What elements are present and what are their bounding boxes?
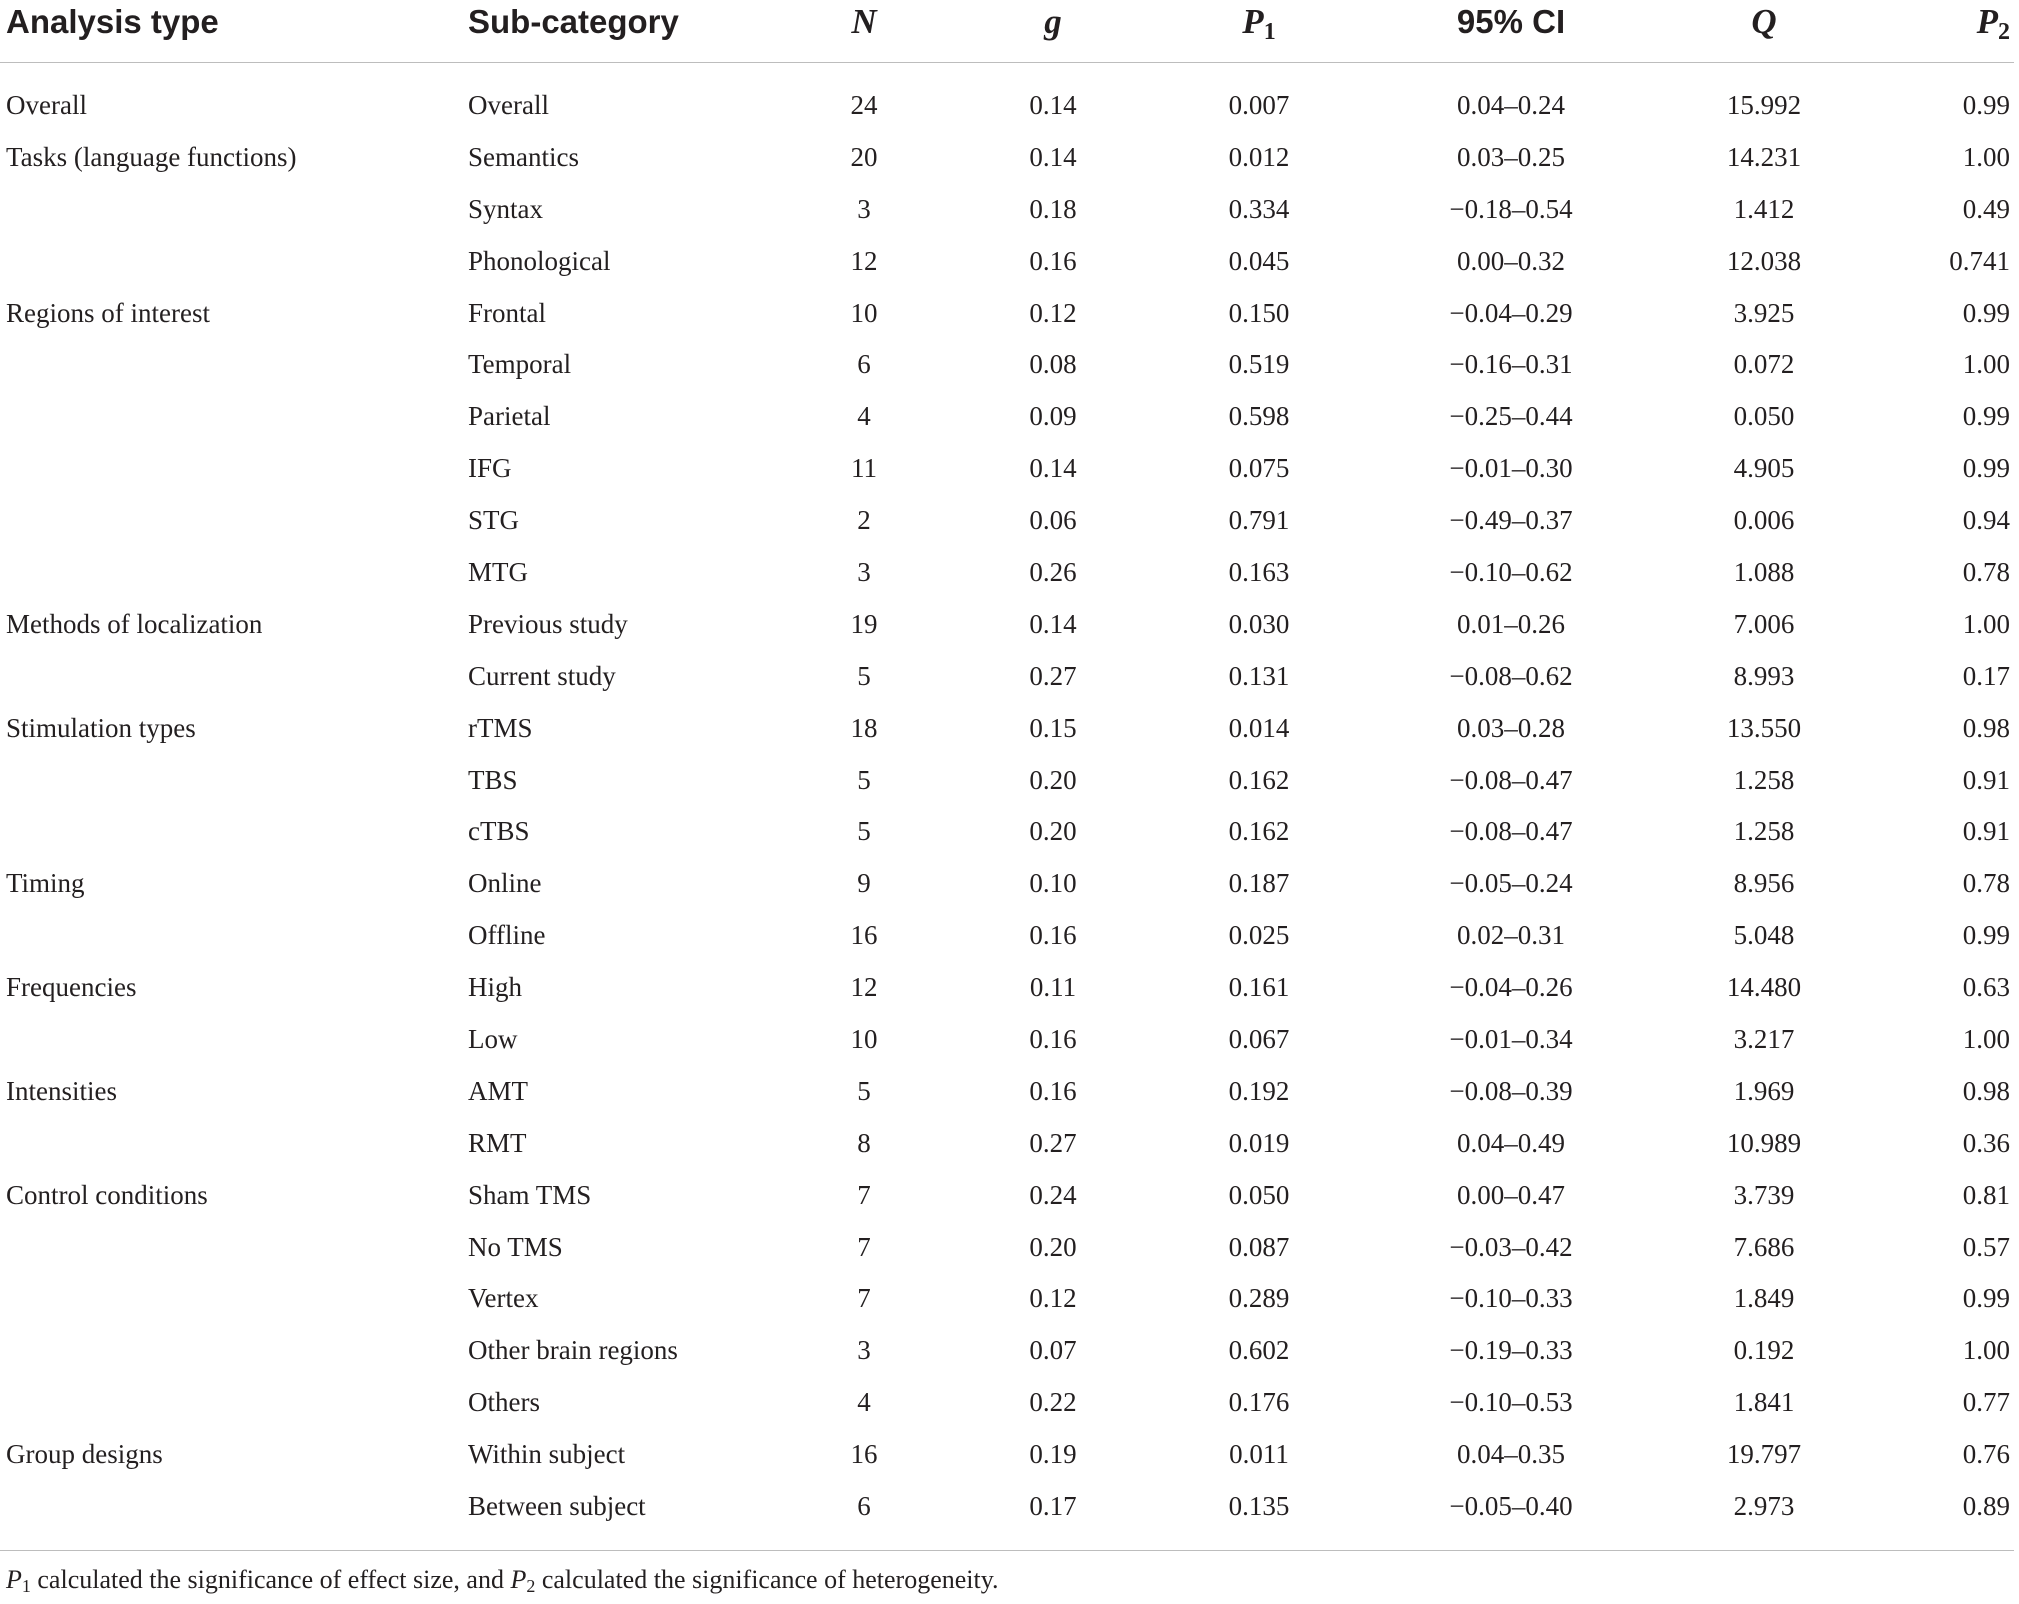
cell-g: 0.11 — [1029, 972, 1077, 1003]
cell-p1: 0.162 — [1228, 764, 1290, 795]
cell-sub-category: MTG — [468, 557, 528, 588]
cell-95-ci: −0.05–0.40 — [1449, 1491, 1573, 1522]
cell-sub-category: Sham TMS — [468, 1179, 592, 1210]
cell-n: 24 — [850, 90, 878, 120]
cell-p1: 0.135 — [1228, 1491, 1290, 1522]
cell-sub-category: Frontal — [468, 297, 546, 328]
cell-n: 20 — [850, 141, 878, 172]
footnote-p2-symbol: P — [510, 1565, 527, 1594]
cell-q: 3.739 — [1733, 1179, 1795, 1210]
table-row — [0, 708, 2014, 760]
cell-q: 13.550 — [1726, 712, 1802, 743]
cell-q: 4.905 — [1733, 453, 1795, 484]
cell-n: 10 — [850, 297, 878, 328]
table-row — [0, 1123, 2014, 1175]
footnote-p1-subscript: 1 — [21, 1576, 31, 1596]
cell-g: 0.26 — [1029, 557, 1077, 588]
cell-95-ci: −0.08–0.62 — [1449, 660, 1573, 691]
cell-g: 0.09 — [1029, 401, 1077, 432]
cell-95-ci: 0.04–0.49 — [1457, 1127, 1565, 1158]
cell-p1: 0.163 — [1228, 557, 1290, 588]
table-row — [0, 293, 2014, 345]
cell-g: 0.10 — [1029, 868, 1077, 899]
cell-n: 6 — [857, 349, 871, 380]
cell-sub-category: Online — [468, 868, 542, 899]
cell-q: 0.006 — [1733, 505, 1795, 536]
cell-p1: 0.162 — [1228, 816, 1290, 847]
cell-n: 5 — [857, 1075, 871, 1106]
cell-95-ci: −0.49–0.37 — [1449, 505, 1573, 536]
cell-q: 0.192 — [1733, 1335, 1795, 1366]
cell-n: 12 — [850, 245, 878, 276]
cell-sub-category: Between subject — [468, 1491, 646, 1522]
cell-p1: 0.187 — [1228, 868, 1290, 899]
cell-sub-category: Parietal — [468, 401, 551, 432]
table-row — [0, 1382, 2014, 1434]
cell-q: 14.480 — [1726, 972, 1802, 1003]
table-row — [0, 241, 2014, 293]
cell-95-ci: 0.00–0.47 — [1457, 1179, 1565, 1210]
cell-95-ci: −0.04–0.29 — [1449, 297, 1573, 328]
cell-95-ci: 0.00–0.32 — [1457, 245, 1565, 276]
cell-n: 19 — [850, 608, 878, 639]
cell-n: 2 — [857, 505, 871, 536]
cell-p1: 0.014 — [1228, 712, 1290, 743]
cell-p2: 0.99 — [1962, 1283, 2010, 1314]
cell-q: 0.072 — [1733, 349, 1795, 380]
cell-95-ci: 0.01–0.26 — [1457, 608, 1565, 639]
cell-g: 0.16 — [1029, 1075, 1077, 1106]
cell-p1: 0.150 — [1228, 297, 1290, 328]
cell-sub-category: AMT — [468, 1075, 528, 1106]
table-row — [0, 85, 2014, 137]
cell-95-ci: −0.04–0.26 — [1449, 972, 1573, 1003]
cell-n: 16 — [850, 1439, 878, 1470]
table-row — [0, 967, 2014, 1019]
cell-sub-category: Offline — [468, 920, 546, 951]
cell-p2: 0.78 — [1962, 557, 2010, 588]
cell-q: 0.050 — [1733, 401, 1795, 432]
cell-95-ci: −0.05–0.24 — [1449, 868, 1573, 899]
cell-p1: 0.019 — [1228, 1127, 1290, 1158]
cell-p2: 0.81 — [1962, 1179, 2010, 1210]
cell-sub-category: High — [468, 972, 522, 1003]
cell-p1: 0.050 — [1228, 1179, 1290, 1210]
cell-n: 5 — [857, 764, 871, 795]
cell-q: 7.686 — [1733, 1231, 1795, 1262]
cell-p2: 0.63 — [1962, 972, 2010, 1003]
cell-p1: 0.519 — [1228, 349, 1290, 380]
cell-p2: 0.91 — [1962, 816, 2010, 847]
cell-95-ci: 0.03–0.28 — [1457, 712, 1565, 743]
table-row — [0, 396, 2014, 448]
cell-p1: 0.176 — [1228, 1387, 1290, 1418]
cell-95-ci: −0.10–0.33 — [1449, 1283, 1573, 1314]
cell-q: 14.231 — [1726, 141, 1802, 172]
table-row — [0, 552, 2014, 604]
cell-n: 8 — [857, 1127, 871, 1158]
table-row — [0, 1019, 2014, 1071]
cell-sub-category: No TMS — [468, 1231, 563, 1262]
cell-95-ci: −0.08–0.39 — [1449, 1075, 1573, 1106]
cell-sub-category: Temporal — [468, 349, 572, 380]
cell-95-ci: 0.04–0.24 — [1457, 90, 1565, 120]
cell-g: 0.20 — [1029, 764, 1077, 795]
cell-p2: 0.77 — [1962, 1387, 2010, 1418]
cell-g: 0.16 — [1029, 1024, 1077, 1055]
cell-p2: 0.49 — [1962, 193, 2010, 224]
cell-p2: 0.94 — [1962, 505, 2010, 536]
cell-p1: 0.012 — [1228, 141, 1290, 172]
cell-analysis-type: Stimulation types — [6, 712, 196, 743]
table-row — [0, 137, 2014, 189]
cell-analysis-type: Tasks (language functions) — [6, 141, 297, 172]
cell-n: 16 — [850, 920, 878, 951]
cell-q: 12.038 — [1726, 245, 1802, 276]
cell-q: 1.969 — [1733, 1075, 1795, 1106]
cell-analysis-type: Control conditions — [6, 1179, 208, 1210]
cell-p2: 0.78 — [1962, 868, 2010, 899]
cell-p1: 0.131 — [1228, 660, 1290, 691]
cell-95-ci: −0.03–0.42 — [1449, 1231, 1573, 1262]
cell-p1: 0.602 — [1228, 1335, 1290, 1366]
header-p1-subscript: 1 — [1263, 19, 1276, 45]
cell-95-ci: −0.08–0.47 — [1449, 816, 1573, 847]
cell-sub-category: Vertex — [468, 1283, 539, 1314]
header-n: N — [851, 2, 877, 41]
cell-sub-category: RMT — [468, 1127, 527, 1158]
cell-n: 3 — [857, 1335, 871, 1366]
cell-sub-category: Phonological — [468, 245, 611, 276]
cell-q: 2.973 — [1733, 1491, 1795, 1522]
cell-n: 7 — [857, 1179, 871, 1210]
cell-n: 9 — [857, 868, 871, 899]
cell-g: 0.20 — [1029, 1231, 1077, 1262]
cell-n: 3 — [857, 193, 871, 224]
cell-p2: 0.99 — [1962, 401, 2010, 432]
table-footnote — [6, 1562, 999, 1604]
cell-g: 0.12 — [1029, 1283, 1077, 1314]
cell-n: 5 — [857, 816, 871, 847]
table-header — [0, 0, 2014, 63]
cell-p1: 0.011 — [1229, 1439, 1289, 1470]
cell-95-ci: 0.04–0.35 — [1457, 1439, 1565, 1470]
cell-n: 3 — [857, 557, 871, 588]
table-row — [0, 760, 2014, 812]
cell-q: 8.993 — [1733, 660, 1795, 691]
cell-g: 0.16 — [1029, 245, 1077, 276]
cell-analysis-type: Group designs — [6, 1439, 163, 1470]
cell-q: 1.258 — [1733, 816, 1795, 847]
cell-n: 11 — [851, 453, 877, 484]
cell-95-ci: −0.25–0.44 — [1449, 401, 1573, 432]
table-row — [0, 1330, 2014, 1382]
cell-q: 3.925 — [1733, 297, 1795, 328]
cell-p1: 0.007 — [1228, 90, 1290, 120]
cell-q: 19.797 — [1726, 1439, 1802, 1470]
cell-g: 0.06 — [1029, 505, 1077, 536]
cell-sub-category: Current study — [468, 660, 616, 691]
cell-sub-category: Syntax — [468, 193, 544, 224]
cell-g: 0.27 — [1029, 660, 1077, 691]
cell-g: 0.15 — [1029, 712, 1077, 743]
cell-95-ci: 0.02–0.31 — [1457, 920, 1565, 951]
cell-sub-category: STG — [468, 505, 520, 536]
cell-p2: 1.00 — [1962, 141, 2010, 172]
table-row — [0, 1071, 2014, 1123]
cell-95-ci: −0.01–0.34 — [1449, 1024, 1573, 1055]
cell-n: 6 — [857, 1491, 871, 1522]
cell-sub-category: Low — [468, 1024, 518, 1055]
table-row — [0, 189, 2014, 241]
cell-q: 1.849 — [1733, 1283, 1795, 1314]
cell-analysis-type: Regions of interest — [6, 297, 210, 328]
cell-q: 1.412 — [1733, 193, 1795, 224]
cell-g: 0.07 — [1029, 1335, 1077, 1366]
cell-q: 7.006 — [1733, 608, 1795, 639]
table-body — [0, 63, 2014, 1538]
cell-95-ci: −0.16–0.31 — [1449, 349, 1573, 380]
table-row — [0, 500, 2014, 552]
cell-n: 12 — [850, 972, 878, 1003]
cell-95-ci: −0.18–0.54 — [1449, 193, 1573, 224]
cell-sub-category: Semantics — [468, 141, 579, 172]
cell-p1: 0.030 — [1228, 608, 1290, 639]
cell-q: 1.258 — [1733, 764, 1795, 795]
table-row — [0, 604, 2014, 656]
cell-n: 4 — [857, 401, 871, 432]
cell-p2: 0.36 — [1962, 1127, 2010, 1158]
cell-g: 0.14 — [1029, 608, 1077, 639]
cell-p2: 1.00 — [1962, 1024, 2010, 1055]
cell-q: 3.217 — [1733, 1024, 1795, 1055]
cell-n: 7 — [857, 1283, 871, 1314]
table-row — [0, 1278, 2014, 1330]
header-q: Q — [1751, 2, 1777, 41]
table-row — [0, 1227, 2014, 1279]
cell-p2: 1.00 — [1962, 1335, 2010, 1366]
cell-sub-category: Previous study — [468, 608, 628, 639]
footnote-p2-subscript: 2 — [526, 1576, 536, 1596]
cell-analysis-type: Methods of localization — [6, 608, 263, 639]
cell-g: 0.14 — [1029, 141, 1077, 172]
cell-g: 0.08 — [1029, 349, 1077, 380]
cell-p2: 0.99 — [1962, 297, 2010, 328]
cell-p1: 0.087 — [1228, 1231, 1290, 1262]
cell-q: 15.992 — [1726, 90, 1802, 120]
table-row — [0, 344, 2014, 396]
cell-g: 0.27 — [1029, 1127, 1077, 1158]
table-row — [0, 448, 2014, 500]
cell-sub-category: Others — [468, 1387, 540, 1418]
cell-p2: 0.98 — [1962, 712, 2010, 743]
cell-g: 0.19 — [1029, 1439, 1077, 1470]
cell-p1: 0.067 — [1228, 1024, 1290, 1055]
cell-g: 0.20 — [1029, 816, 1077, 847]
table-row — [0, 811, 2014, 863]
cell-q: 5.048 — [1733, 920, 1795, 951]
cell-g: 0.12 — [1029, 297, 1077, 328]
cell-sub-category: Overall — [468, 90, 549, 120]
cell-analysis-type: Overall — [6, 90, 87, 120]
cell-95-ci: −0.10–0.53 — [1449, 1387, 1573, 1418]
cell-95-ci: −0.10–0.62 — [1449, 557, 1573, 588]
cell-g: 0.24 — [1029, 1179, 1077, 1210]
cell-sub-category: TBS — [468, 764, 518, 795]
cell-p1: 0.791 — [1228, 505, 1290, 536]
footnote-text-part1: calculated the significance of effect size, and — [30, 1565, 511, 1594]
cell-p2: 0.89 — [1962, 1491, 2010, 1522]
header-p1-symbol: P — [1242, 2, 1264, 41]
cell-sub-category: rTMS — [468, 712, 533, 743]
cell-g: 0.14 — [1029, 90, 1077, 120]
cell-g: 0.22 — [1029, 1387, 1077, 1418]
table-row — [0, 1434, 2014, 1486]
cell-g: 0.17 — [1029, 1491, 1077, 1522]
cell-analysis-type: Intensities — [6, 1075, 117, 1106]
cell-g: 0.16 — [1029, 920, 1077, 951]
header-p1 — [1242, 0, 1275, 54]
cell-g: 0.14 — [1029, 453, 1077, 484]
cell-p1: 0.192 — [1228, 1075, 1290, 1106]
cell-q: 1.088 — [1733, 557, 1795, 588]
cell-p2: 1.00 — [1962, 608, 2010, 639]
cell-p2: 0.99 — [1962, 453, 2010, 484]
cell-n: 4 — [857, 1387, 871, 1418]
cell-n: 7 — [857, 1231, 871, 1262]
cell-95-ci: 0.03–0.25 — [1457, 141, 1565, 172]
header-p2-subscript: 2 — [1998, 19, 2010, 45]
footnote-text-part2: calculated the significance of heterogeneity. — [535, 1565, 999, 1594]
cell-q: 8.956 — [1733, 868, 1795, 899]
cell-p1: 0.161 — [1228, 972, 1290, 1003]
cell-95-ci: −0.19–0.33 — [1449, 1335, 1573, 1366]
cell-p2: 0.17 — [1962, 660, 2010, 691]
cell-p2: 0.99 — [1962, 90, 2010, 120]
cell-p2: 0.57 — [1962, 1231, 2010, 1262]
cell-p2: 0.91 — [1962, 764, 2010, 795]
cell-p1: 0.334 — [1228, 193, 1290, 224]
header-analysis-type: Analysis type — [6, 3, 219, 40]
cell-sub-category: Other brain regions — [468, 1335, 678, 1366]
cell-p2: 1.00 — [1962, 349, 2010, 380]
table-row — [0, 1486, 2014, 1538]
cell-p1: 0.075 — [1228, 453, 1290, 484]
cell-analysis-type: Timing — [6, 868, 85, 899]
header-p2 — [1977, 0, 2010, 54]
cell-q: 10.989 — [1726, 1127, 1802, 1158]
cell-p1: 0.289 — [1228, 1283, 1290, 1314]
cell-p1: 0.598 — [1228, 401, 1290, 432]
cell-analysis-type: Frequencies — [6, 972, 137, 1003]
footnote-p1-symbol: P — [6, 1565, 22, 1594]
cell-p2: 0.76 — [1962, 1439, 2010, 1470]
cell-n: 18 — [850, 712, 878, 743]
header-95-ci: 95% CI — [1456, 3, 1566, 40]
cell-n: 5 — [857, 660, 871, 691]
table-row — [0, 915, 2014, 967]
cell-95-ci: −0.08–0.47 — [1449, 764, 1573, 795]
cell-p2: 0.98 — [1962, 1075, 2010, 1106]
header-sub-category: Sub-category — [468, 3, 679, 40]
cell-95-ci: −0.01–0.30 — [1449, 453, 1573, 484]
cell-sub-category: cTBS — [468, 816, 530, 847]
cell-p2: 0.741 — [1949, 245, 2010, 276]
cell-q: 1.841 — [1733, 1387, 1795, 1418]
table-row — [0, 863, 2014, 915]
cell-sub-category: Within subject — [468, 1439, 626, 1470]
table-bottom-rule — [0, 1550, 2014, 1551]
header-p2-symbol: P — [1976, 2, 1998, 41]
table-row — [0, 1175, 2014, 1227]
cell-sub-category: IFG — [468, 453, 512, 484]
cell-n: 10 — [850, 1024, 878, 1055]
cell-p1: 0.025 — [1228, 920, 1290, 951]
cell-p2: 0.99 — [1962, 920, 2010, 951]
cell-g: 0.18 — [1029, 193, 1077, 224]
table-row — [0, 656, 2014, 708]
header-g: g — [1044, 2, 1062, 41]
cell-p1: 0.045 — [1228, 245, 1290, 276]
